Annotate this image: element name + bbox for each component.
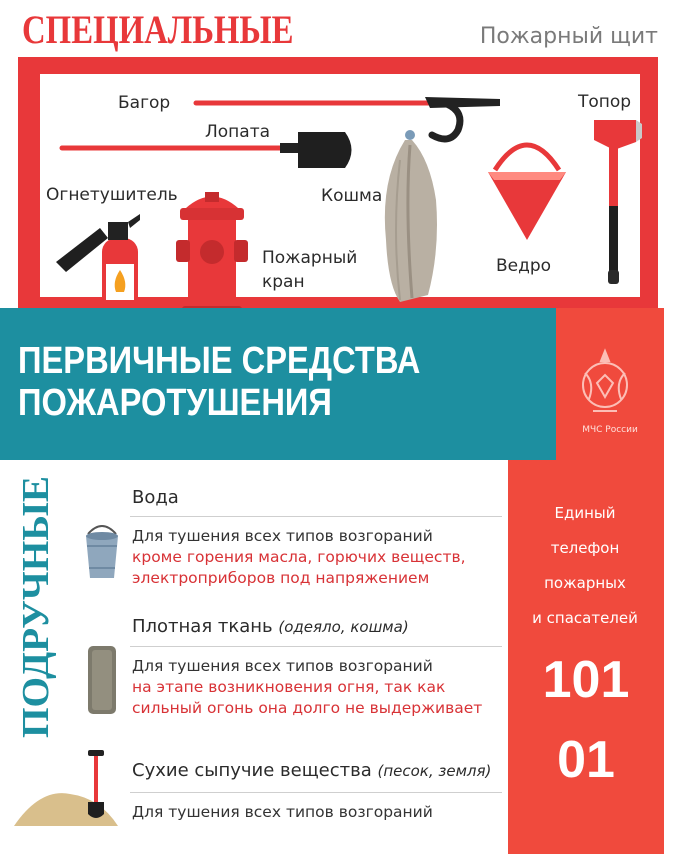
banner-line-1: ПЕРВИЧНЫЕ СРЕДСТВА xyxy=(18,340,421,382)
hotline-line: пожарных xyxy=(544,574,626,592)
bucket-icon xyxy=(80,520,124,582)
item-water-desc xyxy=(132,526,466,589)
hotline-number-01: 01 xyxy=(557,731,615,789)
label-topor: Топор xyxy=(578,92,632,112)
label-lopata: Лопата xyxy=(205,122,271,142)
item-cloth-desc xyxy=(132,656,482,719)
cloth-roll-icon xyxy=(86,644,118,716)
item-desc-text: Для тушения всех типов возгораний xyxy=(132,803,433,821)
hotline-line: Единый xyxy=(554,504,616,522)
banner-title xyxy=(18,340,420,424)
label-kran-2: кран xyxy=(262,272,305,292)
item-cloth-title xyxy=(132,616,409,637)
item-desc-red-1: кроме горения масла, горючих веществ, xyxy=(132,548,466,566)
item-water-title xyxy=(132,487,179,508)
label-vedro: Ведро xyxy=(496,256,552,276)
fire-blanket-icon xyxy=(385,130,437,302)
side-label-text: ПОДРУЧНЫЕ xyxy=(15,484,57,738)
section-subtitle: Пожарный щит xyxy=(479,24,658,49)
item-title-note: (песок, земля) xyxy=(377,762,492,780)
axe-icon xyxy=(594,120,642,284)
item-title-note: (одеяло, кошма) xyxy=(278,618,409,636)
cone-bucket-icon xyxy=(488,145,566,240)
sand-with-shovel-icon xyxy=(10,748,120,828)
label-ognetushitel: Огнетушитель xyxy=(46,185,178,205)
hotline-number-101: 101 xyxy=(542,651,630,709)
label-kran-1: Пожарный xyxy=(262,248,358,268)
item-sand-title xyxy=(132,760,491,781)
label-bagor: Багор xyxy=(118,93,171,113)
mchs-emblem-icon xyxy=(575,328,635,438)
shield-illustrations xyxy=(0,0,682,320)
hotline-line: телефон xyxy=(550,539,620,557)
item-desc-text: Для тушения всех типов возгораний xyxy=(132,527,433,545)
item-sand-desc xyxy=(132,802,433,823)
item-desc-red-1: на этапе возникновения огня, так как xyxy=(132,678,446,696)
item-desc-red-2: электроприборов под напряжением xyxy=(132,569,430,587)
divider xyxy=(130,646,502,647)
fire-hydrant-icon xyxy=(176,192,248,320)
item-title-text: Сухие сыпучие вещества xyxy=(132,760,372,781)
side-label xyxy=(8,470,58,740)
divider xyxy=(130,516,502,517)
banner-line-2: ПОЖАРОТУШЕНИЯ xyxy=(18,382,332,424)
fire-extinguisher-icon xyxy=(56,214,140,320)
label-koshma: Кошма xyxy=(321,186,383,206)
item-title-text: Вода xyxy=(132,487,179,508)
item-desc-red-2: сильный огонь она долго не выдерживает xyxy=(132,699,483,717)
divider xyxy=(130,792,502,793)
emblem-caption: МЧС России xyxy=(582,425,638,435)
item-desc-text: Для тушения всех типов возгораний xyxy=(132,657,433,675)
item-title-text: Плотная ткань xyxy=(132,616,273,637)
hotline-line: и спасателей xyxy=(532,609,638,627)
hotline-text xyxy=(520,496,650,636)
section-title-special: СПЕЦИАЛЬНЫЕ xyxy=(22,7,294,52)
